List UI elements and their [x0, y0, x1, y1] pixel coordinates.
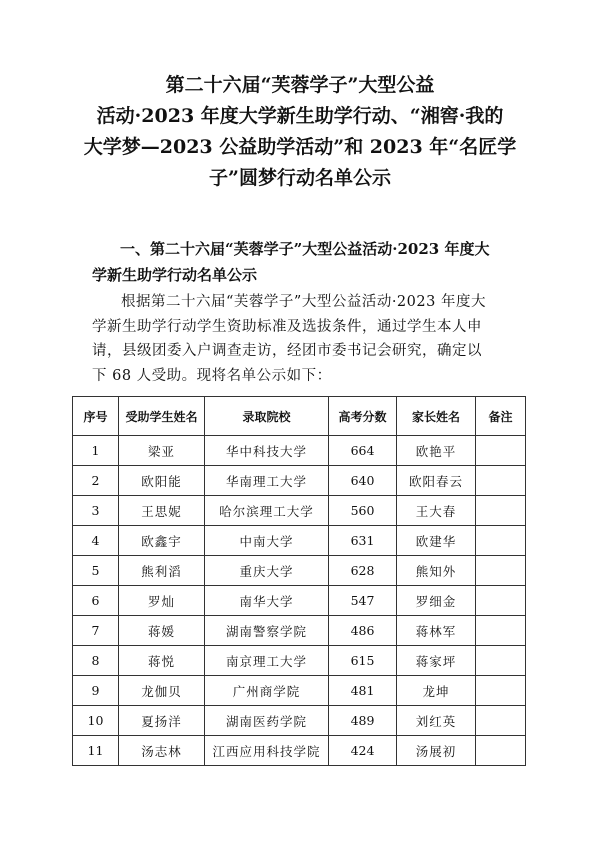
- cell-parent: 欧艳平: [397, 436, 476, 466]
- section-heading-line: 学新生助学行动名单公示: [92, 266, 258, 284]
- cell-name: 蒋悦: [119, 646, 205, 676]
- cell-parent: 熊知外: [397, 556, 476, 586]
- cell-name: 欧阳能: [119, 466, 205, 496]
- cell-note: [476, 436, 526, 466]
- table-row: [73, 466, 526, 496]
- recipients-table: [72, 396, 526, 766]
- table-row: [73, 436, 526, 466]
- header-school: 录取院校: [205, 397, 329, 436]
- cell-parent: 蒋家坪: [397, 646, 476, 676]
- body-line: 请，县级团委入户调查走访，经团市委书记会研究，确定以: [92, 343, 482, 359]
- cell-score: 489: [329, 706, 397, 736]
- cell-school: 江西应用科技学院: [205, 736, 329, 766]
- cell-note: [476, 496, 526, 526]
- cell-parent: 王大春: [397, 496, 476, 526]
- body-line: 学新生助学行动学生资助标准及选拔条件，通过学生本人申: [92, 318, 482, 335]
- cell-school: 广州商学院: [205, 676, 329, 706]
- cell-parent: 刘红英: [397, 706, 476, 736]
- cell-school: 湖南医药学院: [205, 706, 329, 736]
- cell-score: 424: [329, 736, 397, 766]
- cell-note: [476, 526, 526, 556]
- table-header-row: [73, 397, 526, 436]
- table-row: [73, 676, 526, 706]
- header-no: 序号: [73, 397, 119, 436]
- cell-note: [476, 706, 526, 736]
- table-row: [73, 736, 526, 766]
- cell-school: 华中科技大学: [205, 436, 329, 466]
- document-title: [70, 70, 530, 194]
- cell-name: 梁亚: [119, 436, 205, 466]
- table-row: [73, 556, 526, 586]
- cell-name: 熊利滔: [119, 556, 205, 586]
- cell-no: 2: [73, 466, 119, 496]
- section-heading-line: 一、第二十六届“芙蓉学子”大型公益活动·2023 年度大: [120, 240, 490, 258]
- cell-name: 王思妮: [119, 496, 205, 526]
- cell-note: [476, 616, 526, 646]
- cell-school: 中南大学: [205, 526, 329, 556]
- table-row: [73, 616, 526, 646]
- cell-no: 4: [73, 526, 119, 556]
- title-line: 大学梦—2023 公益助学活动”和 2023 年“名匠学: [83, 136, 517, 158]
- header-score: 高考分数: [329, 397, 397, 436]
- cell-score: 615: [329, 646, 397, 676]
- body-line: 下 68 人受助。现将名单公示如下：: [92, 367, 332, 384]
- cell-parent: 欧阳春云: [397, 466, 476, 496]
- cell-name: 夏扬洋: [119, 706, 205, 736]
- cell-note: [476, 466, 526, 496]
- section-body: [92, 290, 522, 388]
- cell-school: 哈尔滨理工大学: [205, 496, 329, 526]
- cell-name: 蒋媛: [119, 616, 205, 646]
- table-row: [73, 496, 526, 526]
- cell-no: 6: [73, 586, 119, 616]
- cell-parent: 龙坤: [397, 676, 476, 706]
- header-parent: 家长姓名: [397, 397, 476, 436]
- cell-note: [476, 736, 526, 766]
- cell-no: 8: [73, 646, 119, 676]
- cell-note: [476, 586, 526, 616]
- header-note: 备注: [476, 397, 526, 436]
- title-line: 活动·2023 年度大学新生助学行动、“湘窖·我的: [96, 105, 504, 127]
- cell-school: 重庆大学: [205, 556, 329, 586]
- cell-note: [476, 676, 526, 706]
- cell-parent: 汤展初: [397, 736, 476, 766]
- title-line: 第二十六届“芙蓉学子”大型公益: [165, 74, 435, 96]
- cell-score: 640: [329, 466, 397, 496]
- cell-score: 628: [329, 556, 397, 586]
- cell-school: 南华大学: [205, 586, 329, 616]
- cell-no: 11: [73, 736, 119, 766]
- cell-score: 486: [329, 616, 397, 646]
- header-name: 受助学生姓名: [119, 397, 205, 436]
- cell-no: 9: [73, 676, 119, 706]
- cell-school: 南京理工大学: [205, 646, 329, 676]
- cell-name: 龙伽贝: [119, 676, 205, 706]
- section-heading: [92, 236, 522, 288]
- table-row: [73, 526, 526, 556]
- cell-note: [476, 646, 526, 676]
- title-line: 子”圆梦行动名单公示: [209, 167, 391, 189]
- cell-name: 汤志林: [119, 736, 205, 766]
- cell-school: 湖南警察学院: [205, 616, 329, 646]
- cell-no: 3: [73, 496, 119, 526]
- cell-parent: 罗细金: [397, 586, 476, 616]
- cell-school: 华南理工大学: [205, 466, 329, 496]
- cell-no: 10: [73, 706, 119, 736]
- cell-no: 5: [73, 556, 119, 586]
- cell-parent: 蒋林军: [397, 616, 476, 646]
- cell-no: 1: [73, 436, 119, 466]
- cell-note: [476, 556, 526, 586]
- cell-score: 547: [329, 586, 397, 616]
- cell-score: 664: [329, 436, 397, 466]
- cell-name: 欧鑫宇: [119, 526, 205, 556]
- table-row: [73, 646, 526, 676]
- body-line: 根据第二十六届“芙蓉学子”大型公益活动·2023 年度大: [121, 294, 486, 310]
- cell-score: 481: [329, 676, 397, 706]
- cell-no: 7: [73, 616, 119, 646]
- cell-score: 631: [329, 526, 397, 556]
- table-row: [73, 586, 526, 616]
- cell-score: 560: [329, 496, 397, 526]
- cell-name: 罗灿: [119, 586, 205, 616]
- table-row: [73, 706, 526, 736]
- cell-parent: 欧建华: [397, 526, 476, 556]
